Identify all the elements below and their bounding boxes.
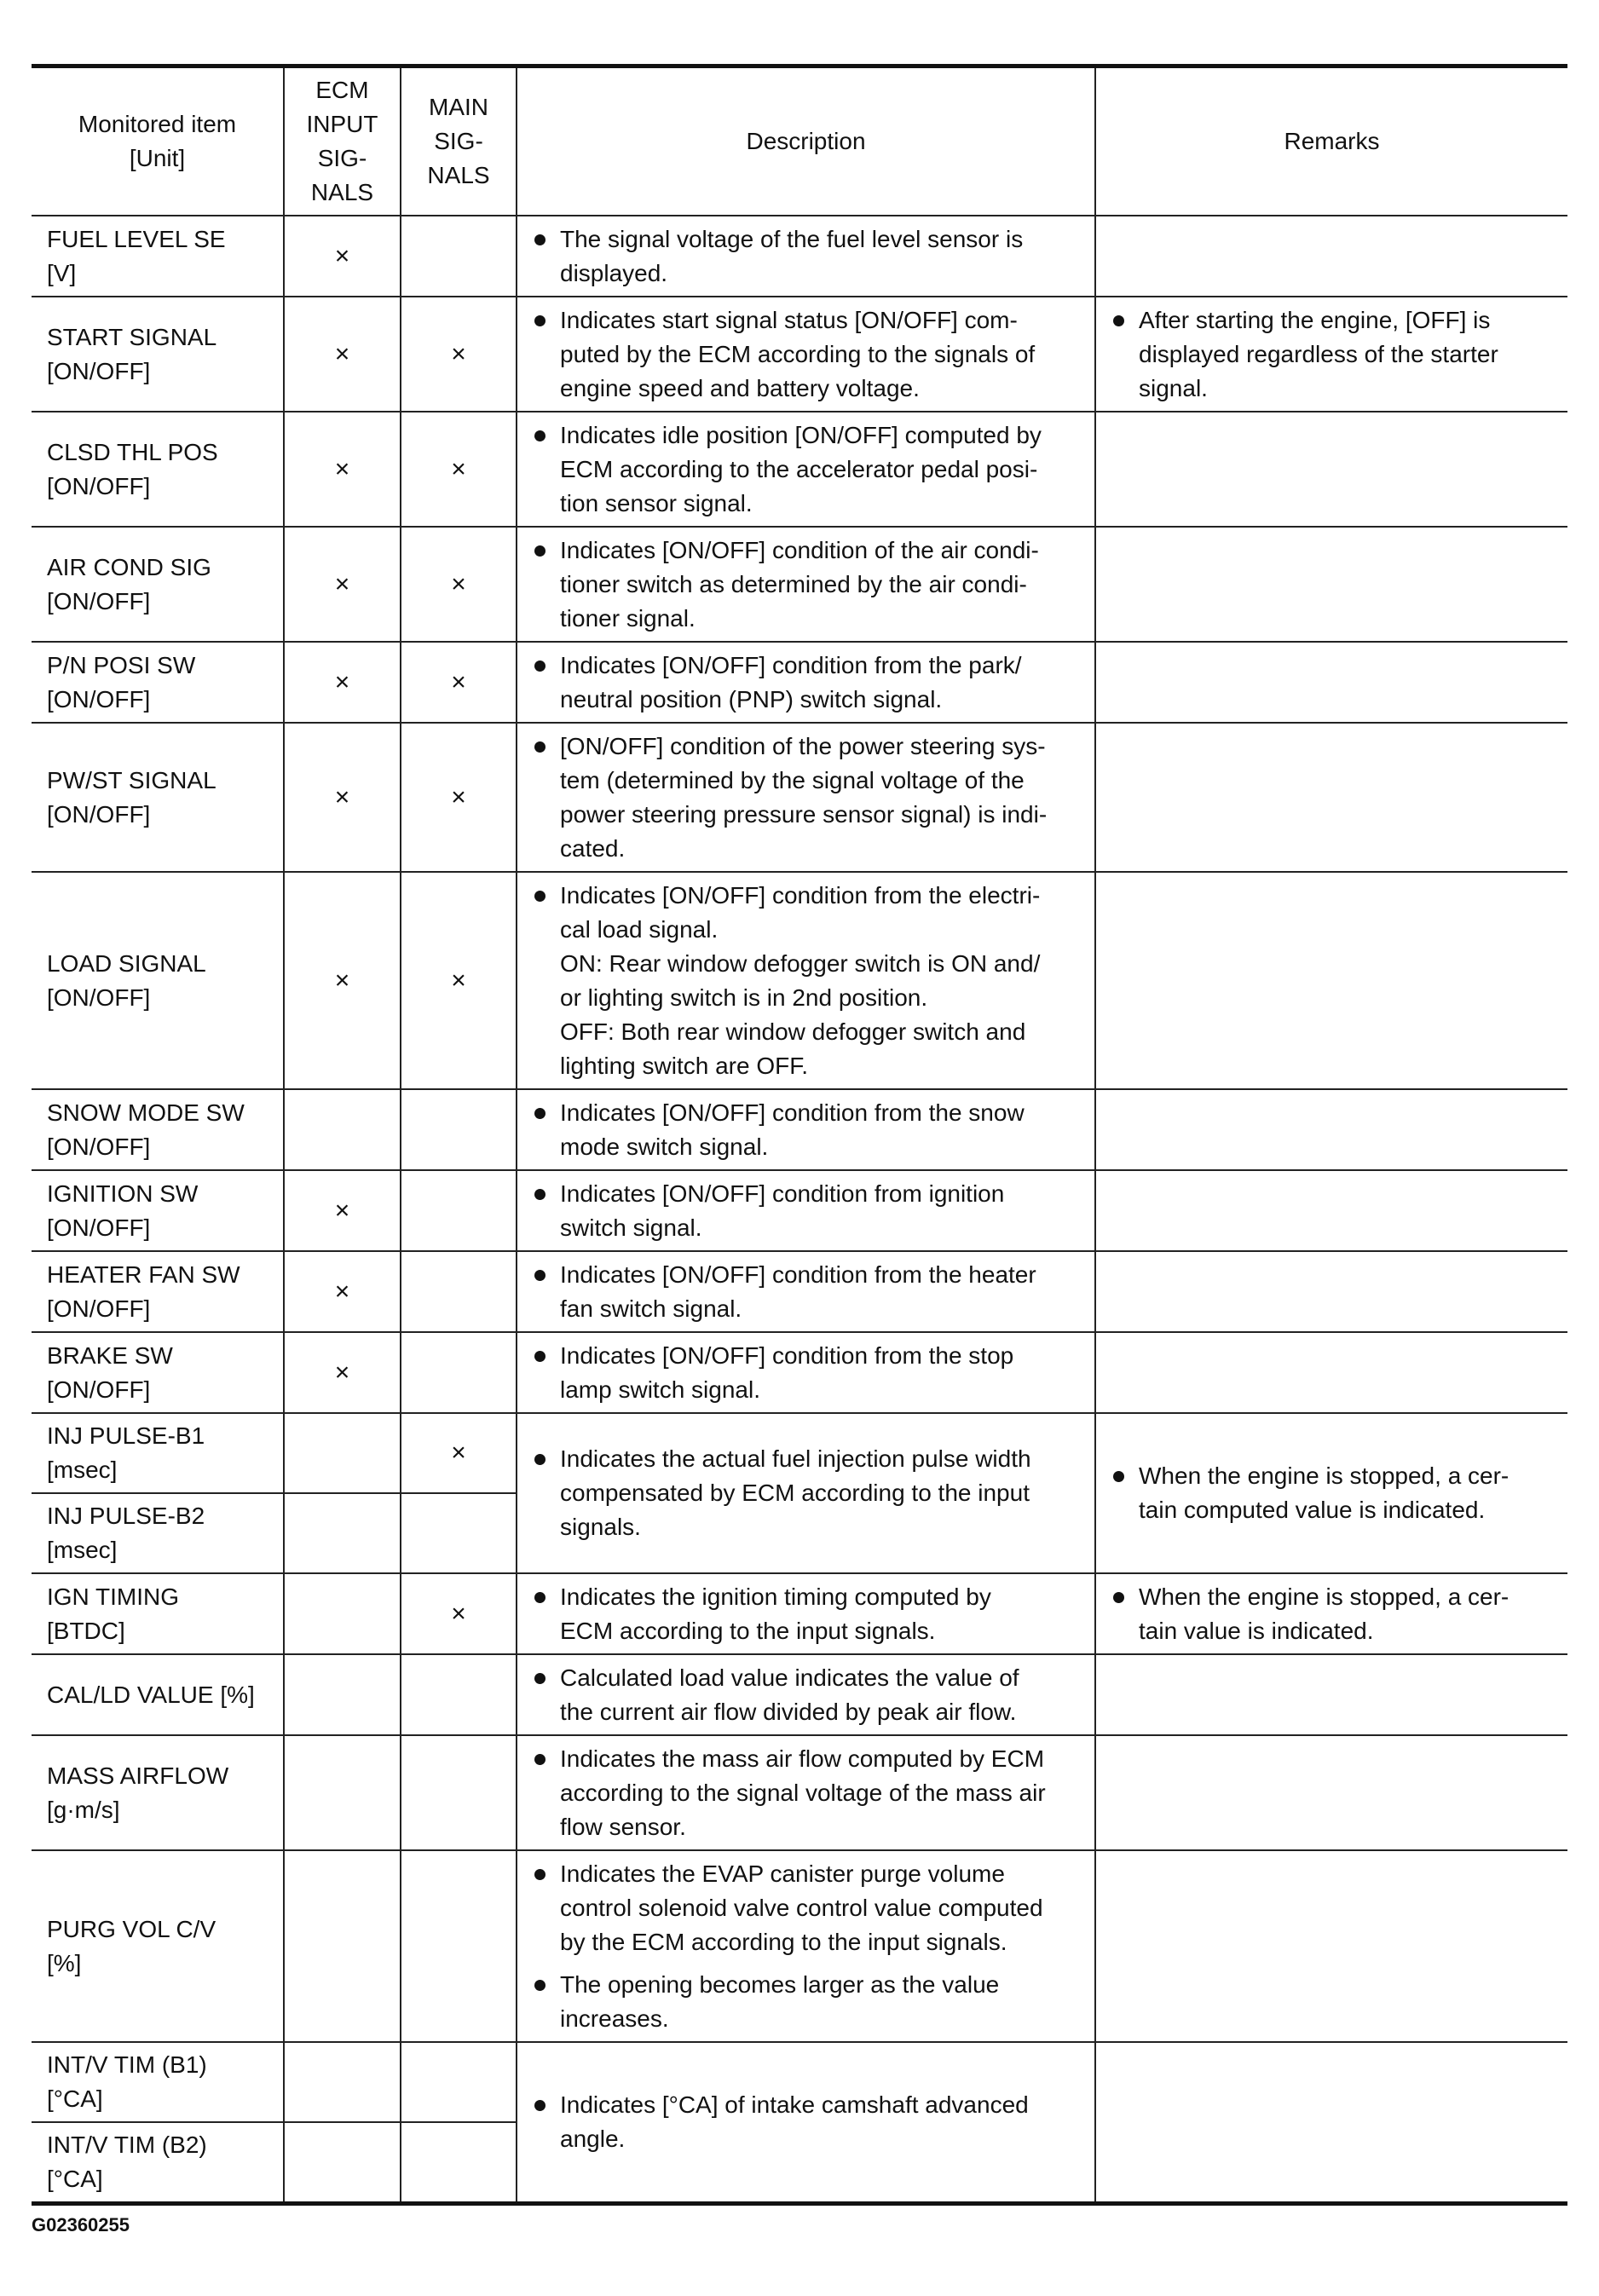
table-row [32, 1654, 1567, 1735]
description-cell [517, 1413, 1095, 1573]
remarks-cell [1095, 297, 1567, 412]
header-ecm-input-signals: ECM INPUT SIG- NALS [284, 66, 401, 216]
remarks-cell [1095, 723, 1567, 872]
main-signal-mark [401, 1850, 517, 2042]
ecm-input-signal-mark [284, 1493, 401, 1573]
description-cell [517, 642, 1095, 723]
monitored-item-cell: START SIGNAL [ON/OFF] [32, 297, 284, 412]
header-main-signals: MAIN SIG- NALS [401, 66, 517, 216]
table-row [32, 412, 1567, 527]
ecm-input-signal-mark [284, 1850, 401, 2042]
remark-bullet: When the engine is stopped, a cer- tain value is indicated. [1108, 1580, 1561, 1648]
monitored-item-cell: CAL/LD VALUE [%] [32, 1654, 284, 1735]
header-remarks: Remarks [1095, 66, 1567, 216]
description-bullet: Calculated load value indicates the value of the current air flow divided by peak air flow. [529, 1661, 1088, 1729]
description-bullet: Indicates [ON/OFF] condition from the stop lamp switch signal. [529, 1339, 1088, 1407]
description-cell [517, 2042, 1095, 2204]
monitored-item-cell: PURG VOL C/V [%] [32, 1850, 284, 2042]
remarks-cell [1095, 1735, 1567, 1850]
description-bullet: [ON/OFF] condition of the power steering sys- tem (determined by the signal voltage of the power steering pressure sensor signal) is indi- cated. [529, 730, 1088, 866]
table-row [32, 1413, 1567, 1493]
description-cell [517, 412, 1095, 527]
description-bullet: Indicates the ignition timing computed by ECM according to the input signals. [529, 1580, 1088, 1648]
description-cell [517, 1089, 1095, 1170]
remarks-cell [1095, 2042, 1567, 2204]
ecm-input-signal-mark [284, 1413, 401, 1493]
header-monitored-item: Monitored item [Unit] [32, 66, 284, 216]
table-row [32, 216, 1567, 297]
description-bullet: Indicates [ON/OFF] condition from ignition switch signal. [529, 1177, 1088, 1245]
table-row [32, 297, 1567, 412]
remarks-cell [1095, 1413, 1567, 1573]
ecm-input-signal-mark [284, 1573, 401, 1654]
figure-code: G02360255 [32, 2214, 130, 2235]
description-bullet: Indicates [ON/OFF] condition from the electri- cal load signal. ON: Rear window defogger switch is ON and/ or lighting switch is in 2nd position. OFF: Both rear window defogger switch and lighting switch are OFF. [529, 879, 1088, 1083]
ecm-input-signal-mark: × [284, 1251, 401, 1332]
ecm-input-signal-mark: × [284, 1170, 401, 1251]
monitored-item-cell: LOAD SIGNAL [ON/OFF] [32, 872, 284, 1089]
monitored-item-cell: INJ PULSE-B2 [msec] [32, 1493, 284, 1573]
remarks-cell [1095, 216, 1567, 297]
remarks-cell [1095, 1089, 1567, 1170]
monitored-item-cell: MASS AIRFLOW [g·m/s] [32, 1735, 284, 1850]
description-bullet: Indicates [°CA] of intake camshaft advanced angle. [529, 2088, 1088, 2156]
monitored-item-cell: IGN TIMING [BTDC] [32, 1573, 284, 1654]
main-signal-mark [401, 2122, 517, 2204]
table-row [32, 642, 1567, 723]
monitored-item-cell: INT/V TIM (B2) [°CA] [32, 2122, 284, 2204]
main-signal-mark [401, 1332, 517, 1413]
description-cell [517, 1170, 1095, 1251]
remarks-cell [1095, 1573, 1567, 1654]
description-bullet: Indicates start signal status [ON/OFF] com- puted by the ECM according to the signals of engine speed and battery voltage. [529, 303, 1088, 406]
monitored-items-table [32, 64, 1567, 2206]
table-row [32, 1170, 1567, 1251]
table-row [32, 1089, 1567, 1170]
ecm-input-signal-mark: × [284, 642, 401, 723]
ecm-input-signal-mark: × [284, 872, 401, 1089]
remarks-cell [1095, 1654, 1567, 1735]
table-row [32, 1573, 1567, 1654]
description-bullet: Indicates [ON/OFF] condition from the heater fan switch signal. [529, 1258, 1088, 1326]
description-cell [517, 1573, 1095, 1654]
description-cell [517, 527, 1095, 642]
main-signal-mark [401, 216, 517, 297]
remarks-cell [1095, 1170, 1567, 1251]
main-signal-mark: × [401, 412, 517, 527]
ecm-input-signal-mark: × [284, 1332, 401, 1413]
main-signal-mark [401, 1089, 517, 1170]
description-bullet: Indicates [ON/OFF] condition from the snow mode switch signal. [529, 1096, 1088, 1164]
table-row [32, 723, 1567, 872]
description-bullet: Indicates the actual fuel injection pulse width compensated by ECM according to the input signals. [529, 1442, 1088, 1544]
monitored-item-cell: IGNITION SW [ON/OFF] [32, 1170, 284, 1251]
remarks-cell [1095, 872, 1567, 1089]
main-signal-mark: × [401, 297, 517, 412]
ecm-input-signal-mark [284, 1089, 401, 1170]
main-signal-mark: × [401, 1413, 517, 1493]
main-signal-mark: × [401, 723, 517, 872]
remarks-cell [1095, 527, 1567, 642]
description-bullet: Indicates the EVAP canister purge volume control solenoid valve control value computed by the ECM according to the input signals. [529, 1857, 1088, 1959]
description-cell [517, 216, 1095, 297]
monitored-item-cell: SNOW MODE SW [ON/OFF] [32, 1089, 284, 1170]
ecm-input-signal-mark: × [284, 216, 401, 297]
main-signal-mark: × [401, 872, 517, 1089]
description-bullet: Indicates idle position [ON/OFF] computed by ECM according to the accelerator pedal posi- tion sensor signal. [529, 418, 1088, 521]
description-bullet: The signal voltage of the fuel level sensor is displayed. [529, 222, 1088, 291]
monitored-item-cell: BRAKE SW [ON/OFF] [32, 1332, 284, 1413]
monitored-item-cell: FUEL LEVEL SE [V] [32, 216, 284, 297]
description-bullet: The opening becomes larger as the value increases. [529, 1968, 1088, 2036]
description-cell [517, 723, 1095, 872]
header-description: Description [517, 66, 1095, 216]
ecm-input-signal-mark: × [284, 723, 401, 872]
table-body [32, 216, 1567, 2204]
ecm-input-signal-mark [284, 2122, 401, 2204]
main-signal-mark: × [401, 642, 517, 723]
main-signal-mark: × [401, 527, 517, 642]
remarks-cell [1095, 412, 1567, 527]
description-cell [517, 1251, 1095, 1332]
ecm-input-signal-mark: × [284, 412, 401, 527]
document-page [32, 64, 1567, 2206]
description-bullet: Indicates [ON/OFF] condition of the air condi- tioner switch as determined by the air condi- tioner signal. [529, 534, 1088, 636]
description-bullet: Indicates the mass air flow computed by ECM according to the signal voltage of the mass air flow sensor. [529, 1742, 1088, 1844]
description-cell [517, 1850, 1095, 2042]
main-signal-mark [401, 1735, 517, 1850]
description-cell [517, 872, 1095, 1089]
description-cell [517, 1735, 1095, 1850]
remarks-cell [1095, 642, 1567, 723]
main-signal-mark [401, 2042, 517, 2122]
main-signal-mark [401, 1493, 517, 1573]
table-header-row [32, 66, 1567, 216]
ecm-input-signal-mark [284, 1735, 401, 1850]
ecm-input-signal-mark [284, 1654, 401, 1735]
monitored-item-cell: INT/V TIM (B1) [°CA] [32, 2042, 284, 2122]
table-row [32, 872, 1567, 1089]
table-row [32, 1850, 1567, 2042]
monitored-item-cell: PW/ST SIGNAL [ON/OFF] [32, 723, 284, 872]
table-row [32, 527, 1567, 642]
description-cell [517, 1332, 1095, 1413]
description-cell [517, 1654, 1095, 1735]
main-signal-mark [401, 1251, 517, 1332]
remarks-cell [1095, 1850, 1567, 2042]
monitored-item-cell: CLSD THL POS [ON/OFF] [32, 412, 284, 527]
description-bullet: Indicates [ON/OFF] condition from the park/ neutral position (PNP) switch signal. [529, 649, 1088, 717]
ecm-input-signal-mark [284, 2042, 401, 2122]
description-cell [517, 297, 1095, 412]
monitored-item-cell: P/N POSI SW [ON/OFF] [32, 642, 284, 723]
remark-bullet: When the engine is stopped, a cer- tain computed value is indicated. [1108, 1459, 1561, 1527]
table-row [32, 2042, 1567, 2122]
ecm-input-signal-mark: × [284, 527, 401, 642]
table-row [32, 1251, 1567, 1332]
table-row [32, 1735, 1567, 1850]
monitored-item-cell: AIR COND SIG [ON/OFF] [32, 527, 284, 642]
remarks-cell [1095, 1251, 1567, 1332]
main-signal-mark: × [401, 1573, 517, 1654]
monitored-item-cell: HEATER FAN SW [ON/OFF] [32, 1251, 284, 1332]
table-row [32, 1332, 1567, 1413]
remarks-cell [1095, 1332, 1567, 1413]
monitored-item-cell: INJ PULSE-B1 [msec] [32, 1413, 284, 1493]
remark-bullet: After starting the engine, [OFF] is displayed regardless of the starter signal. [1108, 303, 1561, 406]
ecm-input-signal-mark: × [284, 297, 401, 412]
main-signal-mark [401, 1654, 517, 1735]
main-signal-mark [401, 1170, 517, 1251]
